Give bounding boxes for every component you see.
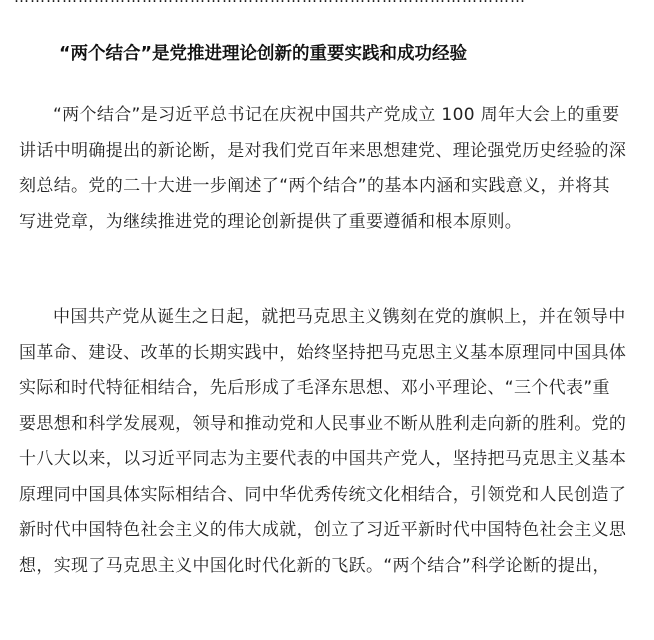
paragraph-2 [19, 300, 627, 584]
paragraph-line: 中国共产党从诞生之日起，就把马克思主义镌刻在党的旗帜上，并在领导中 [53, 307, 626, 327]
section-heading: “两个结合”是党推进理论创新的重要实践和成功经验 [59, 44, 468, 64]
paragraph-line: 原理同中国具体实际相结合、同中华优秀传统文化相结合，引领党和人民创造了 [19, 484, 627, 505]
cut-off-text-line [0, 0, 654, 6]
paragraph-line: 实际和时代特征相结合，先后形成了毛泽东思想、邓小平理论、“三个代表”重 [19, 378, 610, 398]
paragraph-line: 十八大以来，以习近平同志为主要代表的中国共产党人，坚持把马克思主义基本 [19, 449, 627, 469]
paragraph-1 [19, 98, 627, 240]
paragraph-line: 新时代中国特色社会主义的伟大成就，创立了习近平新时代中国特色社会主义思 [19, 520, 627, 540]
paragraph-line: 讲话中明确提出的新论断，是对我们党百年来思想建党、理论强党历史经验的深 [19, 140, 627, 161]
paragraph-line: 国革命、建设、改革的长期实践中，始终坚持把马克思主义基本原理同中国具体 [19, 342, 627, 363]
paragraph-line: 要思想和科学发展观，领导和推动党和人民事业不断从胜利走向新的胜利。党的 [19, 413, 627, 434]
paragraph-line: 写进党章，为继续推进党的理论创新提供了重要遵循和根本原则。 [19, 211, 523, 232]
paragraph-line: 想，实现了马克思主义中国化时代化新的飞跃。“两个结合”科学论断的提出， [19, 555, 610, 576]
paragraph-line: “两个结合”是习近平总书记在庆祝中国共产党成立 100 周年大会上的重要 [53, 105, 620, 125]
paragraph-line: 刻总结。党的二十大进一步阐述了“两个结合”的基本内涵和实践意义，并将其 [19, 176, 610, 196]
